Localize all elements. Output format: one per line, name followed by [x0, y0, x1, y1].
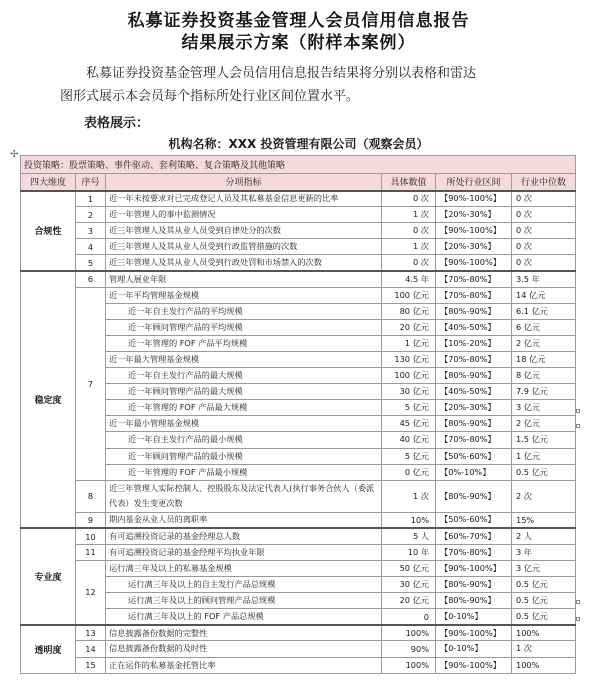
value-cell: 40 亿元 [382, 432, 436, 448]
indicator-cell: 运行满三年及以上的私募基金规模 [106, 560, 382, 576]
median-cell: 0 次 [512, 239, 576, 255]
value-cell: 90% [382, 641, 436, 657]
range-cell: 【50%-60%】 [436, 512, 512, 528]
table-label: 表格展示： [84, 116, 150, 131]
row-no: 1 [76, 191, 106, 207]
table-row [21, 271, 576, 287]
range-cell: 【90%-100%】 [436, 223, 512, 239]
value-cell: 5 亿元 [382, 400, 436, 416]
range-cell: 【90%-100%】 [436, 560, 512, 576]
range-cell: 【80%-90%】 [436, 577, 512, 593]
table-move-handle-icon[interactable]: ✢ [10, 149, 19, 160]
value-cell: 0 次 [382, 223, 436, 239]
indicator-cell: 近一年管理的 FOF 产品最小规模 [106, 464, 382, 480]
median-cell: 2 亿元 [512, 416, 576, 432]
range-cell: 【20%-30%】 [436, 207, 512, 223]
value-cell: 100 亿元 [382, 287, 436, 303]
table-row [21, 287, 576, 303]
row-no: 6 [76, 271, 106, 287]
value-cell: 50 亿元 [382, 560, 436, 576]
median-cell: 0 次 [512, 207, 576, 223]
row-no: 2 [76, 207, 106, 223]
indicator-cell: 期内基金从业人员的离职率 [106, 512, 382, 528]
table-resize-handle[interactable] [576, 600, 580, 604]
table-row [21, 191, 576, 207]
value-cell: 4.5 年 [382, 271, 436, 287]
value-cell: 20 亿元 [382, 319, 436, 335]
median-cell: 0.5 亿元 [512, 593, 576, 609]
indicator-cell: 近三年管理人及其从业人员受到自律处分的次数 [106, 223, 382, 239]
range-cell: 【90%-100%】 [436, 657, 512, 673]
median-cell: 0 次 [512, 223, 576, 239]
median-cell: 100% [512, 625, 576, 641]
value-cell: 10 年 [382, 544, 436, 560]
header-dim: 四大维度 [21, 174, 76, 191]
value-cell: 30 亿元 [382, 577, 436, 593]
row-no: 10 [76, 528, 106, 544]
header-range: 所处行业区间 [436, 174, 512, 191]
median-cell: 7.9 亿元 [512, 384, 576, 400]
median-cell: 0 次 [512, 191, 576, 207]
value-cell: 0 [382, 609, 436, 625]
median-cell: 100% [512, 657, 576, 673]
range-cell: 【90%-100%】 [436, 255, 512, 271]
intro-line1: 私募证券投资基金管理人会员信用信息报告结果将分别以表格和雷达 [86, 66, 477, 81]
range-cell: 【60%-70%】 [436, 528, 512, 544]
range-cell: 【90%-100%】 [436, 191, 512, 207]
median-cell: 1 亿元 [512, 448, 576, 464]
range-cell: 【0-10%】 [436, 641, 512, 657]
indicator-cell: 近一年自主发行产品的最小规模 [106, 432, 382, 448]
median-cell: 18 亿元 [512, 351, 576, 367]
range-cell: 【0-10%】 [436, 609, 512, 625]
range-cell: 【80%-90%】 [436, 368, 512, 384]
range-cell: 【80%-90%】 [436, 593, 512, 609]
value-cell: 5 人 [382, 528, 436, 544]
value-cell: 1 次 [382, 480, 436, 512]
value-cell: 45 亿元 [382, 416, 436, 432]
median-cell: 6.1 亿元 [512, 303, 576, 319]
indicator-cell: 近一年顾问管理产品的最大规模 [106, 384, 382, 400]
row-no: 9 [76, 512, 106, 528]
table-row [21, 255, 576, 271]
range-cell: 【40%-50%】 [436, 319, 512, 335]
indicator-cell: 近三年管理人及其从业人员受到行政处罚和市场禁入的次数 [106, 255, 382, 271]
value-cell: 130 亿元 [382, 351, 436, 367]
range-cell: 【50%-60%】 [436, 448, 512, 464]
row-no: 7 [76, 287, 106, 480]
intro-line2: 图形式展示本会员每个指标所处行业区间位置水平。 [60, 89, 360, 104]
table-row [21, 480, 576, 512]
median-cell: 2 人 [512, 528, 576, 544]
row-no: 13 [76, 625, 106, 641]
table-row [21, 544, 576, 560]
row-no: 8 [76, 480, 106, 512]
indicator-cell: 近一年平均管理基金规模 [106, 287, 382, 303]
median-cell: 3.5 年 [512, 271, 576, 287]
header-value: 具体数值 [382, 174, 436, 191]
indicator-cell: 近三年管理人及其从业人员受到行政监管措施的次数 [106, 239, 382, 255]
range-cell: 【0%-10%】 [436, 464, 512, 480]
row-no: 3 [76, 223, 106, 239]
median-cell: 6 亿元 [512, 319, 576, 335]
range-cell: 【80%-90%】 [436, 303, 512, 319]
value-cell: 100% [382, 657, 436, 673]
median-cell: 2 次 [512, 480, 576, 512]
range-cell: 【80%-90%】 [436, 480, 512, 512]
median-cell: 8 亿元 [512, 368, 576, 384]
indicator-cell: 信息披露备份数据的及时性 [106, 641, 382, 657]
value-cell: 1 次 [382, 239, 436, 255]
indicator-cell: 近一年顾问管理产品的最小规模 [106, 448, 382, 464]
indicator-cell: 运行满三年及以上的自主发行产品总规模 [106, 577, 382, 593]
indicator-cell: 近一年管理人的事中监测情况 [106, 207, 382, 223]
range-cell: 【20%-30%】 [436, 239, 512, 255]
dimension-cell: 稳定度 [21, 271, 76, 528]
indicator-cell: 管理人展业年限 [106, 271, 382, 287]
row-no: 11 [76, 544, 106, 560]
table-row [21, 512, 576, 528]
indicator-cell: 运行满三年及以上的 FOF 产品总规模 [106, 609, 382, 625]
credit-report-table [20, 155, 576, 674]
row-no: 15 [76, 657, 106, 673]
table-resize-handle[interactable] [576, 617, 580, 621]
header-no: 序号 [76, 174, 106, 191]
strategy-cell: 投资策略：股票策略、事件驱动、套利策略、复合策略及其他策略 [21, 156, 576, 174]
indicator-cell: 近一年顾问管理产品的平均规模 [106, 319, 382, 335]
table-row [21, 239, 576, 255]
range-cell: 【70%-80%】 [436, 432, 512, 448]
median-cell: 15% [512, 512, 576, 528]
value-cell: 20 亿元 [382, 593, 436, 609]
org-name: 机构名称：XXX 投资管理有限公司（观察会员） [168, 137, 429, 151]
table-row [21, 528, 576, 544]
range-cell: 【10%-20%】 [436, 335, 512, 351]
indicator-cell: 近一年自主发行产品的平均规模 [106, 303, 382, 319]
table-row [21, 223, 576, 239]
median-cell: 1.5 亿元 [512, 432, 576, 448]
table-row [21, 657, 576, 673]
median-cell: 3 亿元 [512, 400, 576, 416]
indicator-cell: 近一年最小管理基金规模 [106, 416, 382, 432]
indicator-cell: 有可追溯投资记录的基金经理平均执业年限 [106, 544, 382, 560]
range-cell: 【80%-90%】 [436, 416, 512, 432]
value-cell: 0 亿元 [382, 464, 436, 480]
indicator-cell: 近三年管理人实际控制人、控股股东及法定代表人(执行事务合伙人（委派代表）发生变更次数 [106, 480, 382, 512]
indicator-cell: 信息披露备份数据的完整性 [106, 625, 382, 641]
header-indicator: 分项指标 [106, 174, 382, 191]
range-cell: 【20%-30%】 [436, 400, 512, 416]
median-cell: 14 亿元 [512, 287, 576, 303]
range-cell: 【70%-80%】 [436, 544, 512, 560]
table-resize-handle[interactable] [576, 424, 580, 428]
indicator-cell: 运行满三年及以上的顾问管理产品总规模 [106, 593, 382, 609]
table-row [21, 641, 576, 657]
indicator-cell: 有可追溯投资记录的基金经理总人数 [106, 528, 382, 544]
median-cell: 0.5 亿元 [512, 464, 576, 480]
dimension-cell: 专业度 [21, 528, 76, 625]
median-cell: 0 次 [512, 255, 576, 271]
range-cell: 【70%-80%】 [436, 271, 512, 287]
value-cell: 0 次 [382, 255, 436, 271]
indicator-cell: 近一年最大管理基金规模 [106, 351, 382, 367]
value-cell: 80 亿元 [382, 303, 436, 319]
range-cell: 【70%-80%】 [436, 351, 512, 367]
row-no: 12 [76, 560, 106, 624]
indicator-cell: 近一年自主发行产品的最大规模 [106, 368, 382, 384]
median-cell: 0.5 亿元 [512, 577, 576, 593]
table-resize-handle[interactable] [576, 409, 580, 413]
value-cell: 100% [382, 625, 436, 641]
value-cell: 1 亿元 [382, 335, 436, 351]
table-row [21, 625, 576, 641]
median-cell: 3 亿元 [512, 560, 576, 576]
indicator-cell: 近一年管理的 FOF 产品平均规模 [106, 335, 382, 351]
range-cell: 【40%-50%】 [436, 384, 512, 400]
row-no: 5 [76, 255, 106, 271]
doc-title-line1: 私募证券投资基金管理人会员信用信息报告 [127, 11, 470, 31]
row-no: 14 [76, 641, 106, 657]
table-row [21, 560, 576, 576]
value-cell: 10% [382, 512, 436, 528]
indicator-cell: 近一年未按要求对已完成登记人员及其私募基金信息更新的比率 [106, 191, 382, 207]
indicator-cell: 近一年管理的 FOF 产品最大规模 [106, 400, 382, 416]
value-cell: 100 亿元 [382, 368, 436, 384]
table-row [21, 207, 576, 223]
range-cell: 【90%-100%】 [436, 625, 512, 641]
dimension-cell: 合规性 [21, 191, 76, 271]
dimension-cell: 透明度 [21, 625, 76, 673]
median-cell: 3 年 [512, 544, 576, 560]
doc-title-line2: 结果展示方案（附样本案例） [181, 33, 416, 53]
value-cell: 5 亿元 [382, 448, 436, 464]
median-cell: 0.5 亿元 [512, 609, 576, 625]
header-median: 行业中位数 [512, 174, 576, 191]
value-cell: 30 亿元 [382, 384, 436, 400]
median-cell: 2 亿元 [512, 335, 576, 351]
median-cell: 1 次 [512, 641, 576, 657]
row-no: 4 [76, 239, 106, 255]
value-cell: 0 次 [382, 191, 436, 207]
value-cell: 1 次 [382, 207, 436, 223]
indicator-cell: 正在运作的私募基金托管比率 [106, 657, 382, 673]
range-cell: 【70%-80%】 [436, 287, 512, 303]
